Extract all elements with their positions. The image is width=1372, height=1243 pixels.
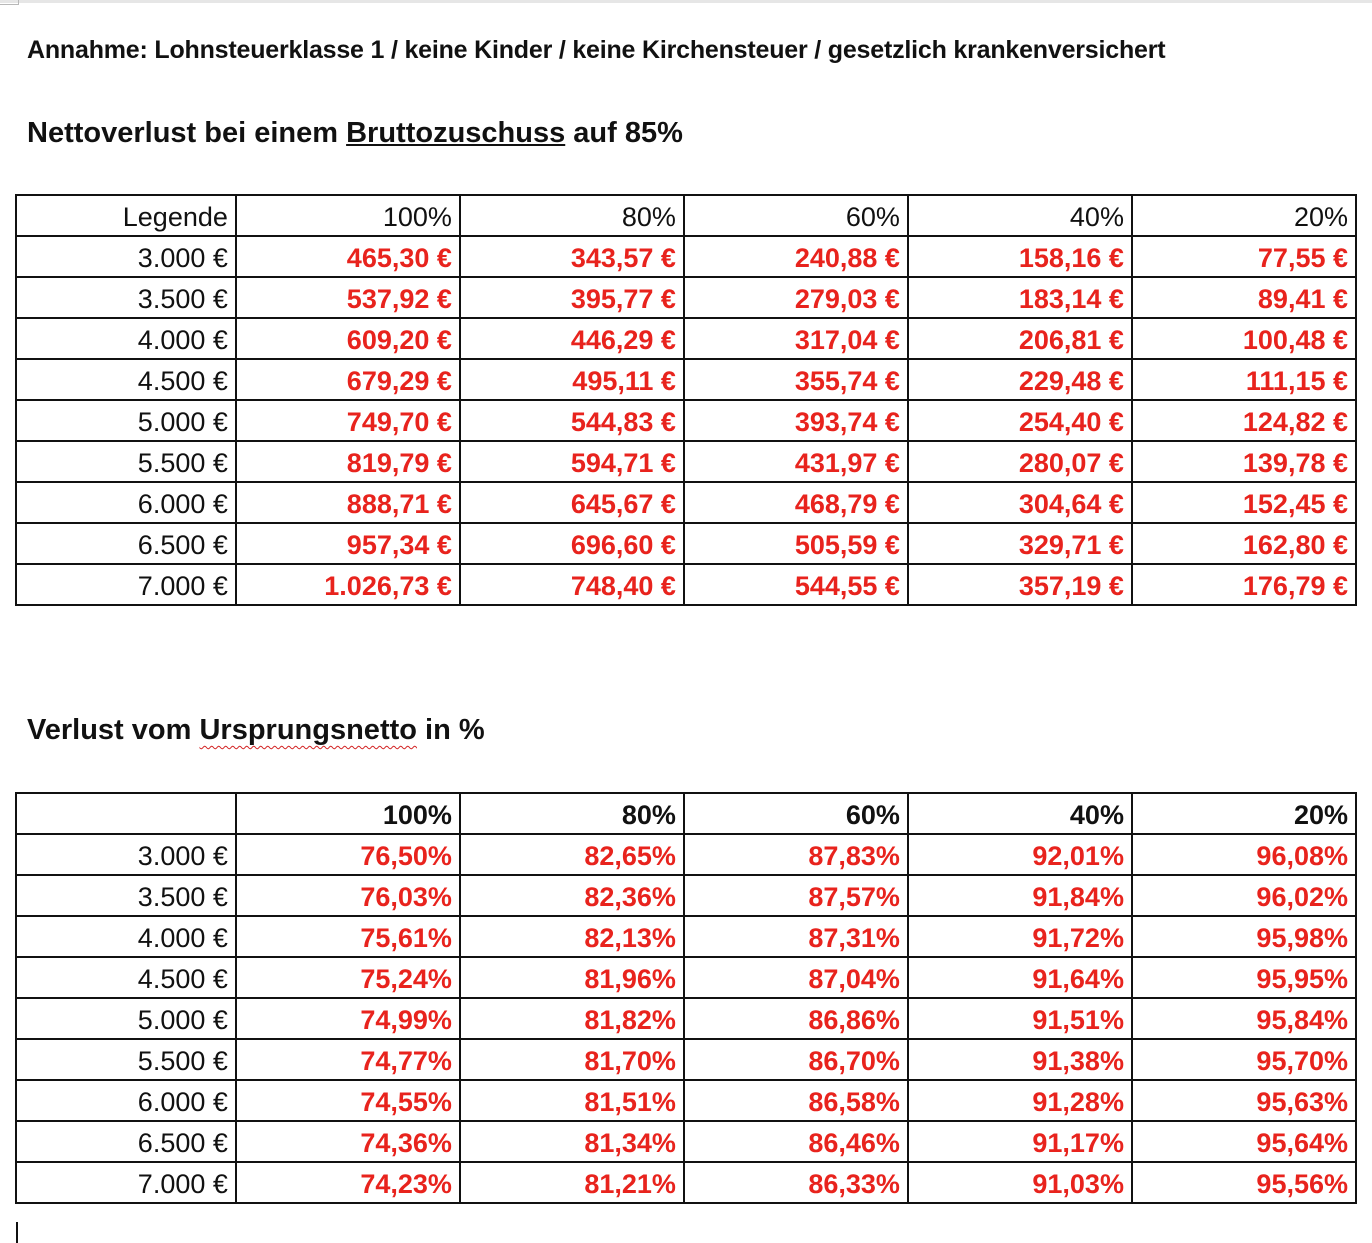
table-row: [16, 1162, 1356, 1203]
column-header-cell: 40%: [908, 793, 1132, 834]
table-row: [16, 998, 1356, 1039]
value-cell: 748,40 €: [460, 564, 684, 605]
value-cell: 329,71 €: [908, 523, 1132, 564]
column-header-cell: 80%: [460, 793, 684, 834]
value-cell: 81,21%: [460, 1162, 684, 1203]
gross-salary-cell: 3.000 €: [16, 236, 236, 277]
header-row: [16, 793, 1356, 834]
table-row: [16, 236, 1356, 277]
assumption-text: Annahme: Lohnsteuerklasse 1 / keine Kinder / keine Kirchensteuer / gesetzlich krankenversichert: [27, 36, 1166, 64]
gross-salary-cell: 7.000 €: [16, 564, 236, 605]
gross-salary-cell: 5.000 €: [16, 998, 236, 1039]
value-cell: 176,79 €: [1132, 564, 1356, 605]
column-header-cell: 20%: [1132, 195, 1356, 236]
header-row: [16, 195, 1356, 236]
table-row: [16, 1121, 1356, 1162]
section-heading-percent-loss: [27, 714, 485, 747]
value-cell: 82,65%: [460, 834, 684, 875]
value-cell: 91,03%: [908, 1162, 1132, 1203]
value-cell: 75,61%: [236, 916, 460, 957]
table-row: [16, 277, 1356, 318]
value-cell: 343,57 €: [460, 236, 684, 277]
value-cell: 111,15 €: [1132, 359, 1356, 400]
gross-salary-cell: 4.500 €: [16, 957, 236, 998]
value-cell: 206,81 €: [908, 318, 1132, 359]
table-row: [16, 1039, 1356, 1080]
legend-header-cell: [16, 793, 236, 834]
gross-salary-cell: 3.500 €: [16, 277, 236, 318]
value-cell: 95,63%: [1132, 1080, 1356, 1121]
heading-text: Nettoverlust bei einem: [27, 117, 347, 149]
value-cell: 89,41 €: [1132, 277, 1356, 318]
value-cell: 95,70%: [1132, 1039, 1356, 1080]
gross-salary-cell: 6.500 €: [16, 1121, 236, 1162]
value-cell: 152,45 €: [1132, 482, 1356, 523]
gross-salary-cell: 6.000 €: [16, 1080, 236, 1121]
heading-text: Verlust vom: [27, 714, 200, 746]
gross-salary-cell: 3.500 €: [16, 875, 236, 916]
value-cell: 544,55 €: [684, 564, 908, 605]
value-cell: 74,23%: [236, 1162, 460, 1203]
value-cell: 465,30 €: [236, 236, 460, 277]
column-header-cell: 20%: [1132, 793, 1356, 834]
column-header-cell: 100%: [236, 793, 460, 834]
table-continuation-line: [16, 1222, 18, 1243]
value-cell: 77,55 €: [1132, 236, 1356, 277]
value-cell: 96,08%: [1132, 834, 1356, 875]
legend-header-cell: Legende: [16, 195, 236, 236]
value-cell: 537,92 €: [236, 277, 460, 318]
value-cell: 446,29 €: [460, 318, 684, 359]
value-cell: 82,13%: [460, 916, 684, 957]
value-cell: 229,48 €: [908, 359, 1132, 400]
value-cell: 91,17%: [908, 1121, 1132, 1162]
value-cell: 91,72%: [908, 916, 1132, 957]
value-cell: 645,67 €: [460, 482, 684, 523]
value-cell: 431,97 €: [684, 441, 908, 482]
value-cell: 95,64%: [1132, 1121, 1356, 1162]
value-cell: 95,56%: [1132, 1162, 1356, 1203]
value-cell: 86,86%: [684, 998, 908, 1039]
value-cell: 183,14 €: [908, 277, 1132, 318]
value-cell: 91,84%: [908, 875, 1132, 916]
value-cell: 317,04 €: [684, 318, 908, 359]
value-cell: 95,84%: [1132, 998, 1356, 1039]
value-cell: 87,83%: [684, 834, 908, 875]
value-cell: 888,71 €: [236, 482, 460, 523]
column-header-cell: 60%: [684, 793, 908, 834]
value-cell: 81,51%: [460, 1080, 684, 1121]
value-cell: 162,80 €: [1132, 523, 1356, 564]
value-cell: 91,28%: [908, 1080, 1132, 1121]
value-cell: 158,16 €: [908, 236, 1132, 277]
gross-salary-cell: 7.000 €: [16, 1162, 236, 1203]
heading-underlined-term: Ursprungsnetto: [199, 714, 417, 746]
gross-salary-cell: 5.500 €: [16, 1039, 236, 1080]
value-cell: 81,34%: [460, 1121, 684, 1162]
value-cell: 594,71 €: [460, 441, 684, 482]
value-cell: 74,99%: [236, 998, 460, 1039]
value-cell: 544,83 €: [460, 400, 684, 441]
gross-salary-cell: 4.500 €: [16, 359, 236, 400]
heading-text: auf 85%: [565, 117, 683, 149]
value-cell: 86,70%: [684, 1039, 908, 1080]
value-cell: 91,64%: [908, 957, 1132, 998]
value-cell: 81,70%: [460, 1039, 684, 1080]
value-cell: 749,70 €: [236, 400, 460, 441]
heading-text: in %: [416, 714, 485, 746]
value-cell: 82,36%: [460, 875, 684, 916]
gross-salary-cell: 5.500 €: [16, 441, 236, 482]
value-cell: 124,82 €: [1132, 400, 1356, 441]
value-cell: 92,01%: [908, 834, 1132, 875]
gross-salary-cell: 3.000 €: [16, 834, 236, 875]
percent-loss-table: [15, 792, 1357, 1204]
heading-underlined-term: Bruttozuschuss: [346, 117, 566, 149]
section-heading-net-loss: [27, 117, 683, 150]
value-cell: 609,20 €: [236, 318, 460, 359]
value-cell: 495,11 €: [460, 359, 684, 400]
gross-salary-cell: 4.000 €: [16, 318, 236, 359]
value-cell: 1.026,73 €: [236, 564, 460, 605]
value-cell: 957,34 €: [236, 523, 460, 564]
value-cell: 254,40 €: [908, 400, 1132, 441]
gross-salary-cell: 6.500 €: [16, 523, 236, 564]
value-cell: 87,04%: [684, 957, 908, 998]
value-cell: 91,38%: [908, 1039, 1132, 1080]
value-cell: 279,03 €: [684, 277, 908, 318]
value-cell: 240,88 €: [684, 236, 908, 277]
table-row: [16, 834, 1356, 875]
value-cell: 74,36%: [236, 1121, 460, 1162]
table-row: [16, 318, 1356, 359]
net-loss-table: [15, 194, 1357, 606]
value-cell: 819,79 €: [236, 441, 460, 482]
table-row: [16, 400, 1356, 441]
gross-salary-cell: 4.000 €: [16, 916, 236, 957]
value-cell: 86,46%: [684, 1121, 908, 1162]
table-row: [16, 482, 1356, 523]
value-cell: 76,50%: [236, 834, 460, 875]
column-header-cell: 100%: [236, 195, 460, 236]
page-corner-mark: [0, 0, 19, 5]
value-cell: 81,82%: [460, 998, 684, 1039]
value-cell: 86,33%: [684, 1162, 908, 1203]
gross-salary-cell: 5.000 €: [16, 400, 236, 441]
value-cell: 395,77 €: [460, 277, 684, 318]
value-cell: 679,29 €: [236, 359, 460, 400]
value-cell: 304,64 €: [908, 482, 1132, 523]
table-row: [16, 916, 1356, 957]
value-cell: 393,74 €: [684, 400, 908, 441]
table-row: [16, 359, 1356, 400]
table-row: [16, 523, 1356, 564]
value-cell: 74,55%: [236, 1080, 460, 1121]
value-cell: 357,19 €: [908, 564, 1132, 605]
value-cell: 139,78 €: [1132, 441, 1356, 482]
value-cell: 696,60 €: [460, 523, 684, 564]
column-header-cell: 60%: [684, 195, 908, 236]
value-cell: 86,58%: [684, 1080, 908, 1121]
table-row: [16, 875, 1356, 916]
value-cell: 75,24%: [236, 957, 460, 998]
value-cell: 76,03%: [236, 875, 460, 916]
value-cell: 74,77%: [236, 1039, 460, 1080]
value-cell: 355,74 €: [684, 359, 908, 400]
value-cell: 468,79 €: [684, 482, 908, 523]
value-cell: 91,51%: [908, 998, 1132, 1039]
value-cell: 100,48 €: [1132, 318, 1356, 359]
value-cell: 505,59 €: [684, 523, 908, 564]
column-header-cell: 40%: [908, 195, 1132, 236]
table-row: [16, 1080, 1356, 1121]
table-row: [16, 957, 1356, 998]
value-cell: 95,98%: [1132, 916, 1356, 957]
value-cell: 87,57%: [684, 875, 908, 916]
table-row: [16, 564, 1356, 605]
value-cell: 87,31%: [684, 916, 908, 957]
value-cell: 96,02%: [1132, 875, 1356, 916]
value-cell: 280,07 €: [908, 441, 1132, 482]
table-row: [16, 441, 1356, 482]
gross-salary-cell: 6.000 €: [16, 482, 236, 523]
value-cell: 95,95%: [1132, 957, 1356, 998]
value-cell: 81,96%: [460, 957, 684, 998]
column-header-cell: 80%: [460, 195, 684, 236]
top-rule: [0, 0, 1372, 3]
